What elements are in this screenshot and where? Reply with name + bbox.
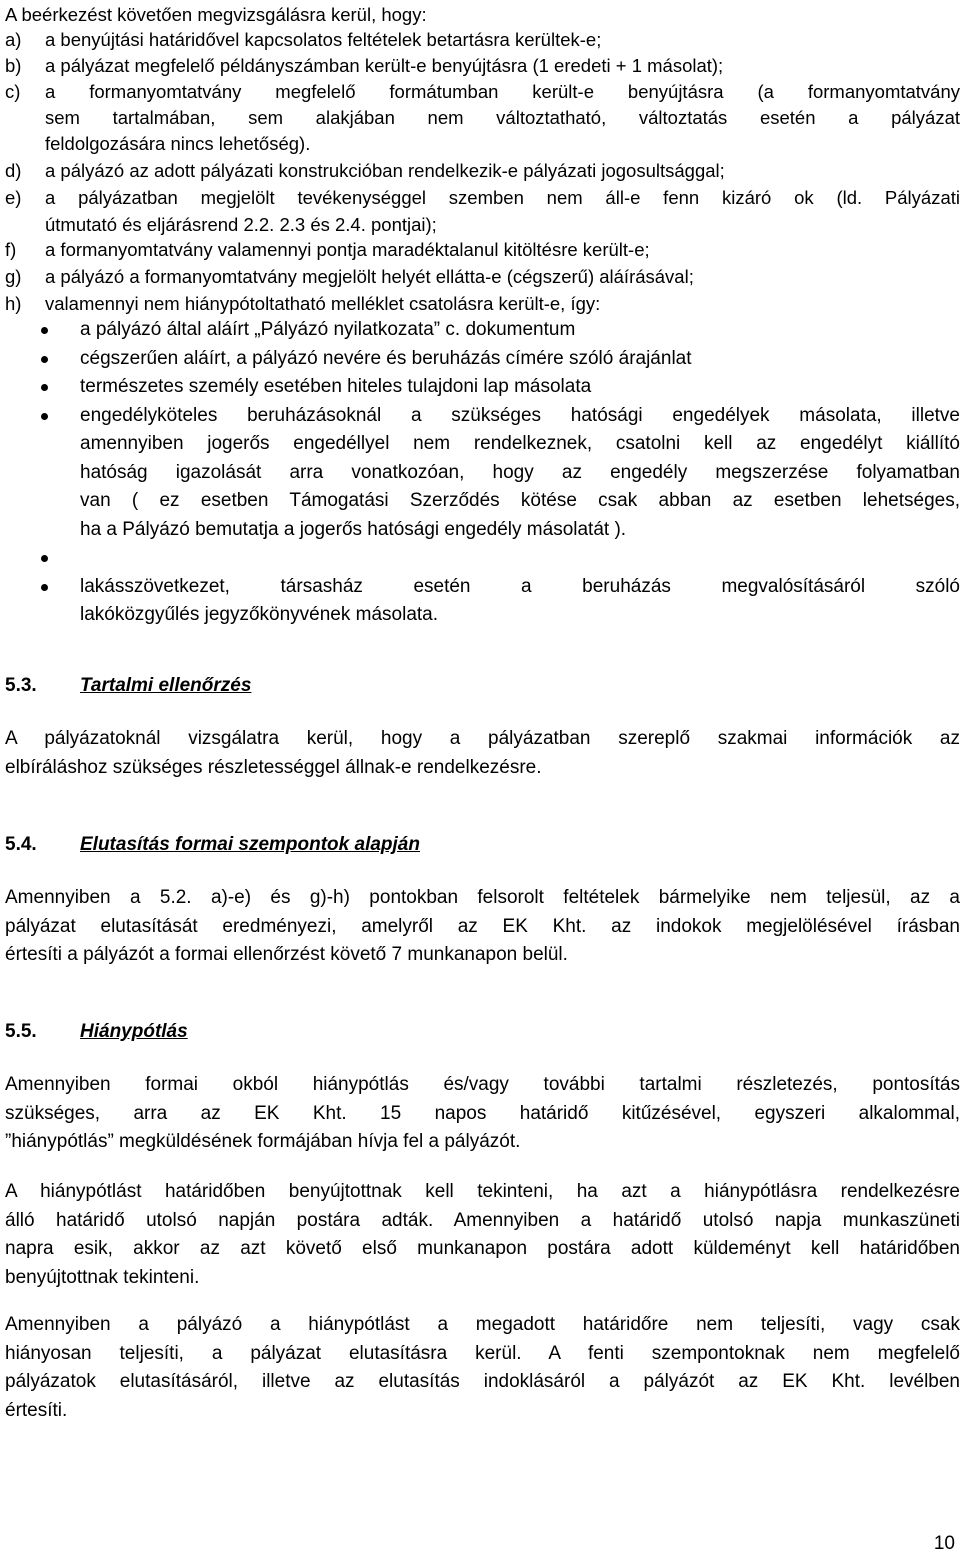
section-title: Hiánypótlás [80,1021,188,1042]
bullet-line: lakásszövetkezet, társasház esetén a beruházás megvalósításáról szóló [80,575,960,597]
section-title: Tartalmi ellenőrzés [80,675,252,696]
list-item [5,236,960,263]
bullet-icon [0,573,80,630]
list-text: a pályázó az adott pályázati konstrukcióban rendelkezik-e pályázati jogosultsággal; [45,160,725,181]
bullet-line: engedélyköteles beruházásoknál a szükséges hatósági engedélyek másolata, illetve [80,404,960,426]
bullet-text: természetes személy esetében hiteles tulajdoni lap másolata [80,376,592,397]
paragraph-line: benyújtottnak tekinteni. [5,1266,200,1288]
list-line: a pályázatban megjelölt tevékenységgel szemben nem áll-e fenn kizáró ok (ld. Pályázati [45,187,960,208]
section-title: Elutasítás formai szempontok alapján [80,834,420,855]
list-text [45,184,960,238]
section-heading-5-5 [5,1018,188,1046]
bullet-item [0,316,960,345]
check-list-de [5,157,960,238]
list-line: útmutató és eljárásrend 2.2. 2.3 és 2.4. pontjai); [45,214,437,235]
list-item [5,290,960,317]
list-item [5,27,960,53]
paragraph-line: A hiánypótlást határidőben benyújtottnak kell tekinteni, ha azt a hiánypótlásra rendelkezésre [5,1181,960,1202]
paragraph [5,725,960,782]
paragraph-line: Amennyiben a pályázó a hiánypótlást a megadott határidőre nem teljesíti, vagy csak [5,1314,960,1335]
bullet-item [0,573,960,630]
bullet-text: a pályázó által aláírt „Pályázó nyilatkozata” c. dokumentum [80,319,576,340]
list-text: a formanyomtatvány valamennyi pontja maradéktalanul kitöltésre került-e; [45,239,650,260]
bullet-text [80,573,960,630]
list-marker: f) [5,239,17,260]
paragraph [5,884,960,970]
paragraph [5,1311,960,1425]
paragraph-line: elbíráláshoz szükséges részletességgel állnak-e rendelkezésre. [5,756,542,778]
list-marker: a) [5,29,22,50]
list-text: a pályázat megfelelő példányszámban került-e benyújtásra (1 eredeti + 1 másolat); [45,55,724,76]
paragraph-line: pályázatok elutasításáról, illetve az elutasítás indoklásáról a pályázót az EK Kht. levélben [5,1371,960,1392]
bullet-line: amennyiben jogerős engedéllyel nem rendelkeznek, csatolni kell az engedélyt kiállító [80,433,960,454]
section-heading-5-3 [5,672,251,700]
list-line: a formanyomtatvány megfelelő formátumban került-e benyújtásra (a formanyomtatvány [45,81,960,102]
paragraph-line: értesíti a pályázót a formai ellenőrzést követő 7 munkanapon belül. [5,944,568,965]
paragraph-line: szükséges, arra az EK Kht. 15 napos határidő kitűzésével, egyszeri alkalommal, [5,1102,960,1124]
list-marker: g) [5,266,22,287]
paragraph [5,1071,960,1157]
section-heading-5-4 [5,831,420,859]
list-text: a benyújtási határidővel kapcsolatos feltételek betartásra kerültek-e; [45,29,602,50]
paragraph-line: értesíti. [5,1399,68,1421]
bullet-line: van ( ez esetben Támogatási Szerződés kötése csak abban az esetben lehetséges, [80,490,960,511]
list-line: feldolgozására nincs lehetőség). [45,133,311,154]
bullet-item [0,345,960,374]
page-number: 10 [933,1533,955,1554]
bullet-icon [0,373,80,402]
list-item [5,157,960,184]
paragraph [5,1178,960,1292]
bullet-item [0,373,960,402]
intro-text: A beérkezést követően megvizsgálásra kerül, hogy: [5,4,427,25]
section-number: 5.3. [5,675,37,696]
bullet-text [80,544,960,573]
attachment-bullet-list [0,316,960,630]
paragraph-line: hiányosan teljesíti, a pályázat elutasításra kerül. A fenti szempontoknak nem megfelelő [5,1342,960,1364]
bullet-icon [0,316,80,345]
list-text [45,79,960,157]
check-list-fgh [5,236,960,317]
list-item [5,53,960,79]
list-item [5,184,960,238]
bullet-line: hatóság igazolását arra vonatkozóan, hogy az engedély megszerzése folyamatban [80,461,960,483]
list-marker: c) [5,81,21,102]
list-marker: h) [5,293,22,314]
paragraph-line: pályázat elutasítását eredményezi, amelyről az EK Kht. az indokok megjelölésével írásban [5,915,960,937]
bullet-icon [0,345,80,374]
bullet-icon [0,544,80,573]
paragraph-line: Amennyiben a 5.2. a)-e) és g)-h) pontokban felsorolt feltételek bármelyike nem teljesül, az a [5,887,960,908]
bullet-item [0,544,960,573]
bullet-text [80,402,960,545]
list-line: sem tartalmában, sem alakjában nem változtatható, változtatás esetén a pályázat [45,107,960,128]
list-text: valamennyi nem hiánypótoltatható melléklet csatolásra került-e, így: [45,293,601,314]
list-marker: b) [5,55,22,76]
list-item [5,79,960,157]
list-text: a pályázó a formanyomtatvány megjelölt helyét ellátta-e (cégszerű) aláírásával; [45,266,694,287]
paragraph-line: ”hiánypótlás” megküldésének formájában hívja fel a pályázót. [5,1131,521,1152]
list-item [5,263,960,290]
check-list-abc [5,27,960,157]
bullet-line: lakóközgyűlés jegyzőkönyvének másolata. [80,604,439,625]
bullet-item [0,402,960,545]
bullet-text: cégszerűen aláírt, a pályázó nevére és beruházás címére szóló árajánlat [80,347,692,369]
bullet-icon [0,402,80,545]
paragraph-line: álló határidő utolsó napján postára adták. Amennyiben a határidő utolsó napja munkaszüneti [5,1209,960,1231]
list-marker: e) [5,187,22,208]
paragraph-line: A pályázatoknál vizsgálatra kerül, hogy a pályázatban szereplő szakmai információk az [5,728,960,749]
list-marker: d) [5,160,22,181]
section-number: 5.5. [5,1021,37,1042]
paragraph-line: Amennyiben formai okból hiánypótlás és/vagy további tartalmi részletezés, pontosítás [5,1074,960,1095]
section-number: 5.4. [5,834,37,855]
paragraph-line: napra esik, akkor az azt követő első munkanapon postára adott küldeményt kell határidőben [5,1238,960,1259]
bullet-line: ha a Pályázó bemutatja a jogerős hatósági engedély másolatát ). [80,518,627,540]
